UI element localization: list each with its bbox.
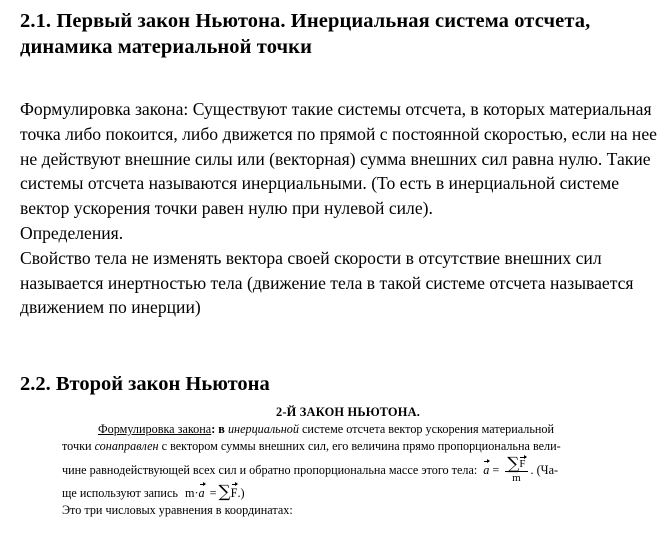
formula-equals: = (492, 462, 500, 477)
second-law-inset (0, 404, 666, 519)
inset-line-1 (62, 421, 654, 438)
formula-fraction (505, 453, 527, 484)
definitions-label: Определения. (20, 222, 124, 243)
formula-sigma: ∑ (507, 453, 520, 474)
formula-2-sigma: ∑ (218, 482, 231, 502)
formula-2-dot: · (194, 486, 199, 500)
formula-numerator (505, 453, 527, 474)
codirected-word: сонаправлен (94, 439, 159, 453)
formula-acceleration: a (483, 462, 490, 477)
line-3-tail: . (Ча- (530, 462, 559, 477)
section-1-heading-line-1: 2.1. Первый закон Ньютона. Инерциальная система отсчета, (20, 10, 591, 32)
formula-force: F (519, 457, 526, 470)
section-2-heading: 2.2. Второй закон Ньютона (20, 373, 270, 395)
inset-body (62, 421, 654, 519)
section-1-body (20, 97, 660, 320)
line-2-start: точки (62, 439, 95, 453)
law-formulation-paragraph: Формулировка закона: Существуют такие системы отсчета, в которых материальная точка либо покоится, либо движется по прямой с постоянной скоростью, если на нее не действуют внешние силы или (векторная) сумма внешних сил равна нулю. Такие системы отсчета называются инерциальными. (То есть в инерциальной системе вектор ускорения точки равен нулю при нулевой силе). (20, 99, 657, 219)
frame-text: системе отсчета вектор ускорения материальной (298, 422, 555, 436)
section-1-heading (20, 8, 660, 60)
colon-in: : в (211, 422, 228, 436)
line-3-text: чине равнодействующей всех сил и обратно пропорциональна массе этого тела: (62, 462, 478, 477)
inset-line-5: Это три числовых уравнения в координатах: (62, 503, 293, 517)
inset-line-4 (62, 482, 654, 502)
formula-2-mass: m (184, 486, 195, 500)
inset-title: 2-Й ЗАКОН НЬЮТОНА. (275, 405, 421, 419)
section-1-heading-line-2: динамика материальной точки (20, 36, 312, 58)
formula-2-force: F (230, 486, 238, 500)
line-4-text: ще используют запись (62, 486, 178, 500)
inertial-word: инерциальной (227, 422, 299, 436)
formula-denominator: m (512, 471, 521, 484)
formula-2-acceleration: a (198, 486, 205, 500)
formulation-label: Формулировка закона (98, 422, 212, 436)
inertia-definition-paragraph: Свойство тела не изменять вектора своей скорости в отсутствие внешних сил называется инертностью тела (движение тела в такой системе отсчета называется движением по инерции) (20, 247, 634, 318)
line-2-rest: с вектором суммы внешних сил, его величина прямо пропорциональна вели- (158, 439, 561, 453)
line-4-tail: .) (237, 486, 245, 500)
inset-line-2 (62, 438, 654, 455)
inset-line-3 (62, 455, 654, 485)
formula-2-equals: = (209, 486, 217, 500)
